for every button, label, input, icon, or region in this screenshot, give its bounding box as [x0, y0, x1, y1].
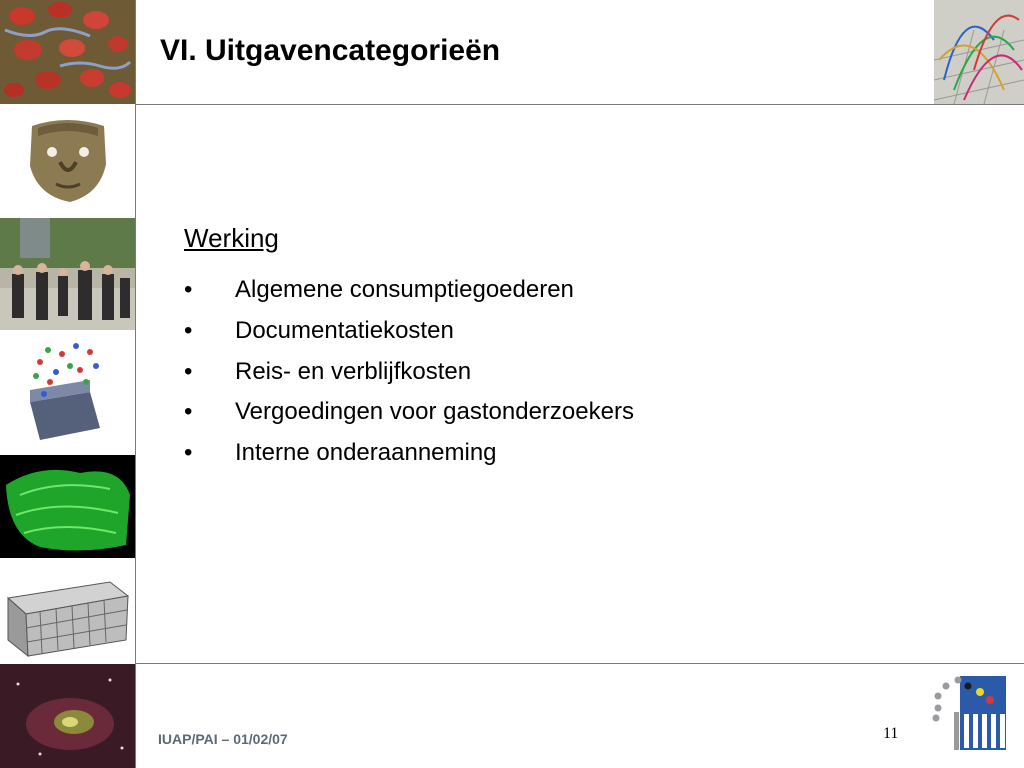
bullet-icon: •	[184, 439, 193, 467]
list-item-text: Reis- en verblijfkosten	[235, 357, 472, 385]
institute-logo	[928, 672, 1012, 754]
section-subheading: Werking	[184, 223, 279, 253]
blood-cells-image	[0, 0, 135, 104]
page-number: 11	[883, 725, 899, 742]
nebula-image	[0, 664, 135, 768]
slide-title: VI. Uitgavencategorieën	[160, 34, 501, 67]
footer-text: IUAP/PAI – 01/02/07	[158, 731, 288, 747]
colored-trajectories-image	[934, 0, 1024, 104]
gray-block-mesh-image	[0, 560, 135, 662]
bullet-icon: •	[184, 316, 193, 344]
pedestrians-image	[0, 218, 135, 330]
bullet-icon: •	[184, 398, 193, 426]
sidebar-rule	[135, 0, 136, 768]
molecular-lattice-image	[0, 332, 135, 453]
bullet-icon: •	[184, 357, 193, 385]
list-item-text: Interne onderaanneming	[235, 439, 497, 467]
bullet-icon: •	[184, 276, 193, 303]
list-item-text: Vergoedingen voor gastonderzoekers	[235, 398, 634, 426]
list-item-text: Algemene consumptiegoederen	[235, 276, 574, 303]
green-mesh-terrain-image	[0, 455, 135, 558]
ancient-mask-image	[0, 106, 135, 216]
header-rule	[135, 104, 1024, 105]
list-item-text: Documentatiekosten	[235, 316, 454, 344]
footer-rule	[135, 663, 1024, 664]
